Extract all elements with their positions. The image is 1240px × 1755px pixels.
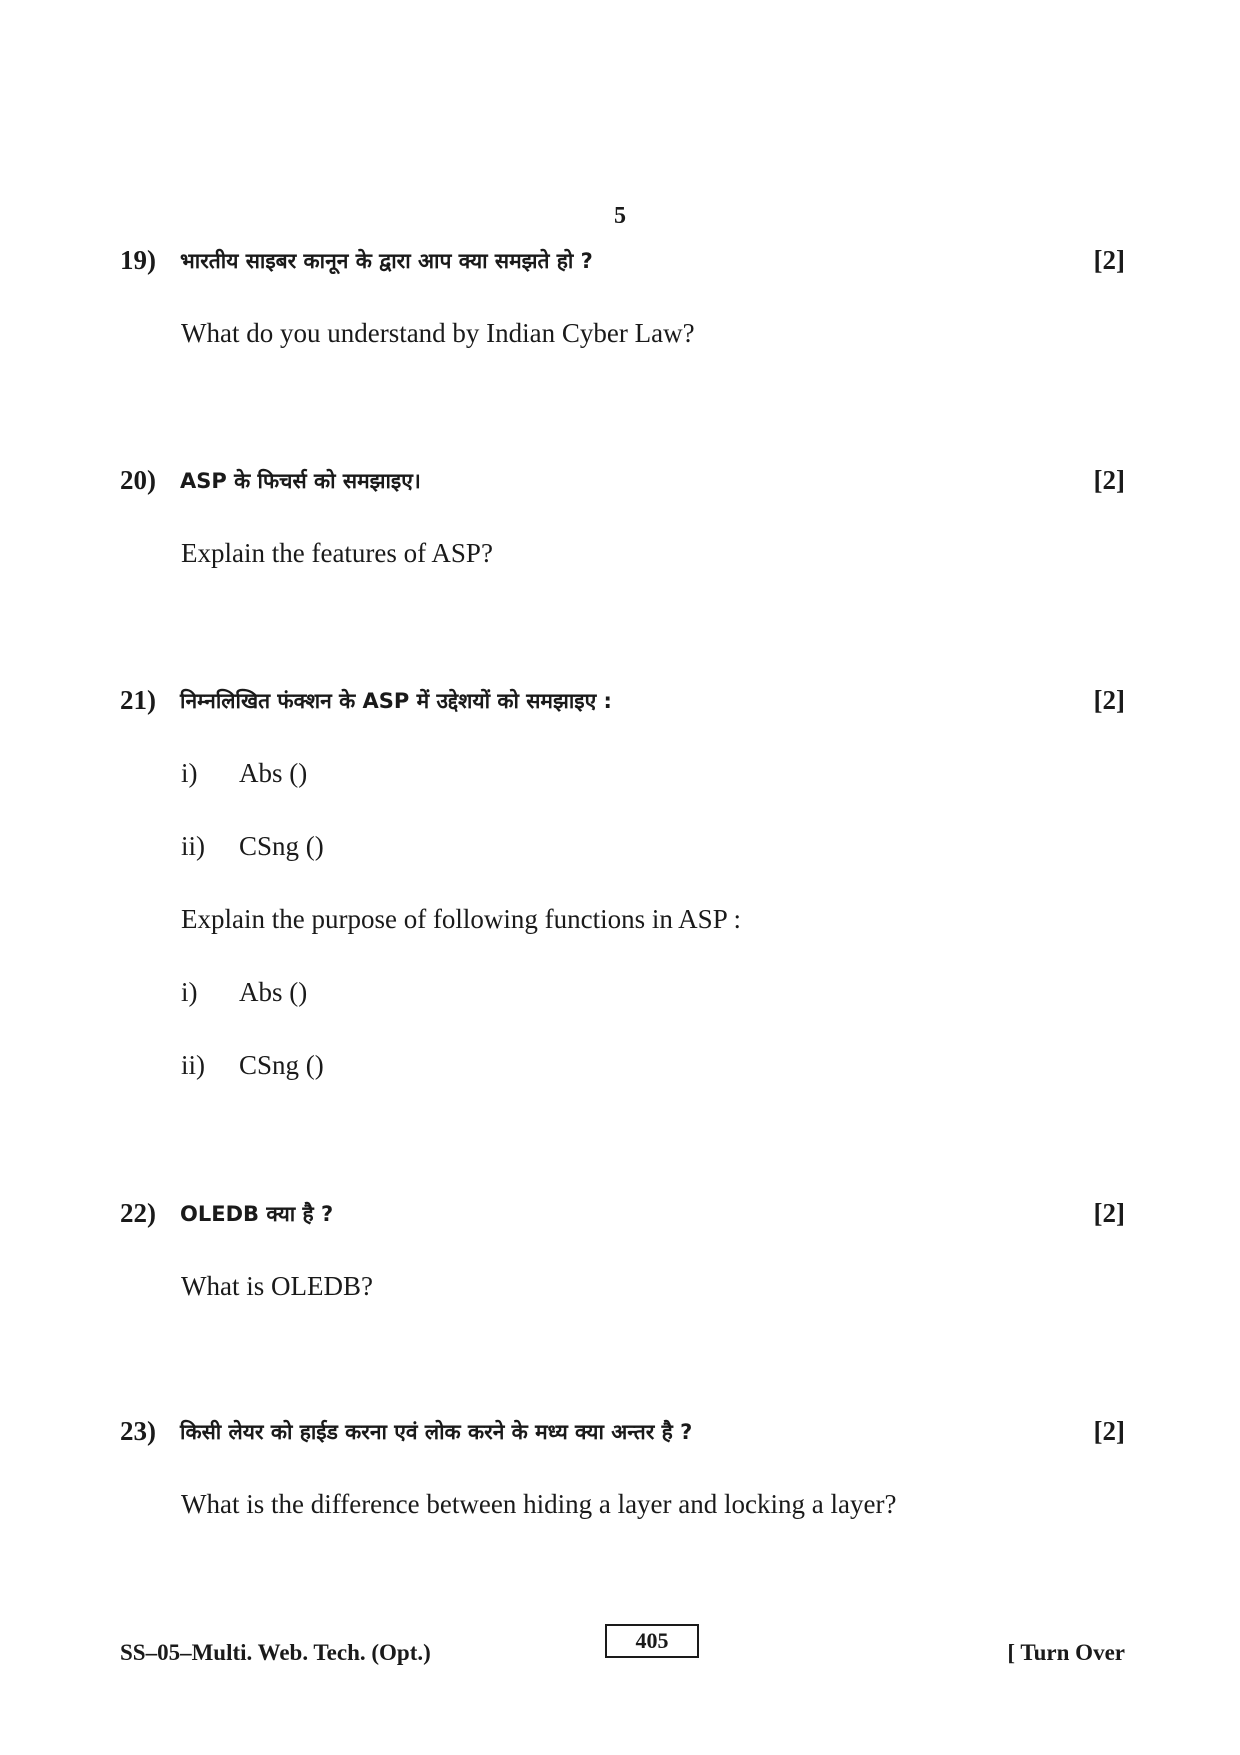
list-item xyxy=(181,1050,324,1081)
question-23-english: What is the difference between hiding a layer and locking a layer? xyxy=(181,1489,897,1519)
question-marks: [2] xyxy=(1093,1416,1125,1446)
question-number: 22) xyxy=(120,1198,156,1228)
list-item-text: Abs () xyxy=(239,758,308,788)
page-number: 5 xyxy=(614,203,626,229)
question-marks: [2] xyxy=(1093,465,1125,495)
question-marks: [2] xyxy=(1093,1198,1125,1228)
question-number: 21) xyxy=(120,685,156,715)
question-hindi-text: निम्नलिखित फंक्शन के ASP में उद्देशयों को समझाइए : xyxy=(180,689,612,713)
page-code-box: 405 xyxy=(605,1624,699,1658)
list-item-text: CSng () xyxy=(239,831,324,861)
list-item-label: ii) xyxy=(181,1050,205,1080)
question-22-header xyxy=(120,1198,1125,1232)
list-item xyxy=(181,831,324,862)
turn-over-note: [ Turn Over xyxy=(1007,1640,1125,1665)
question-hindi-text: किसी लेयर को हाईड करना एवं लोक करने के मध्य क्या अन्तर है ? xyxy=(180,1420,693,1444)
question-19-english: What do you understand by Indian Cyber Law? xyxy=(181,318,695,348)
question-19-header xyxy=(120,245,1125,279)
paper-code: SS–05–Multi. Web. Tech. (Opt.) xyxy=(120,1640,431,1665)
list-item xyxy=(181,977,307,1008)
question-hindi-text: OLEDB क्या है ? xyxy=(180,1202,334,1226)
question-23-header xyxy=(120,1416,1125,1450)
question-number: 19) xyxy=(120,245,156,275)
list-item-text: Abs () xyxy=(239,977,308,1007)
question-number: 23) xyxy=(120,1416,156,1446)
question-22-english: What is OLEDB? xyxy=(181,1271,373,1301)
question-marks: [2] xyxy=(1093,245,1125,275)
list-item xyxy=(181,758,307,789)
question-20-english: Explain the features of ASP? xyxy=(181,538,493,568)
question-20-header xyxy=(120,465,1125,499)
question-marks: [2] xyxy=(1093,685,1125,715)
list-item-label: ii) xyxy=(181,831,205,861)
question-21-header xyxy=(120,685,1125,719)
list-item-label: i) xyxy=(181,977,198,1007)
question-hindi-text: ASP के फिचर्स को समझाइए। xyxy=(180,469,421,493)
question-21-english: Explain the purpose of following functions in ASP : xyxy=(181,904,741,934)
list-item-label: i) xyxy=(181,758,198,788)
question-hindi-text: भारतीय साइबर कानून के द्वारा आप क्या समझते हो ? xyxy=(180,249,593,273)
question-number: 20) xyxy=(120,465,156,495)
list-item-text: CSng () xyxy=(239,1050,324,1080)
